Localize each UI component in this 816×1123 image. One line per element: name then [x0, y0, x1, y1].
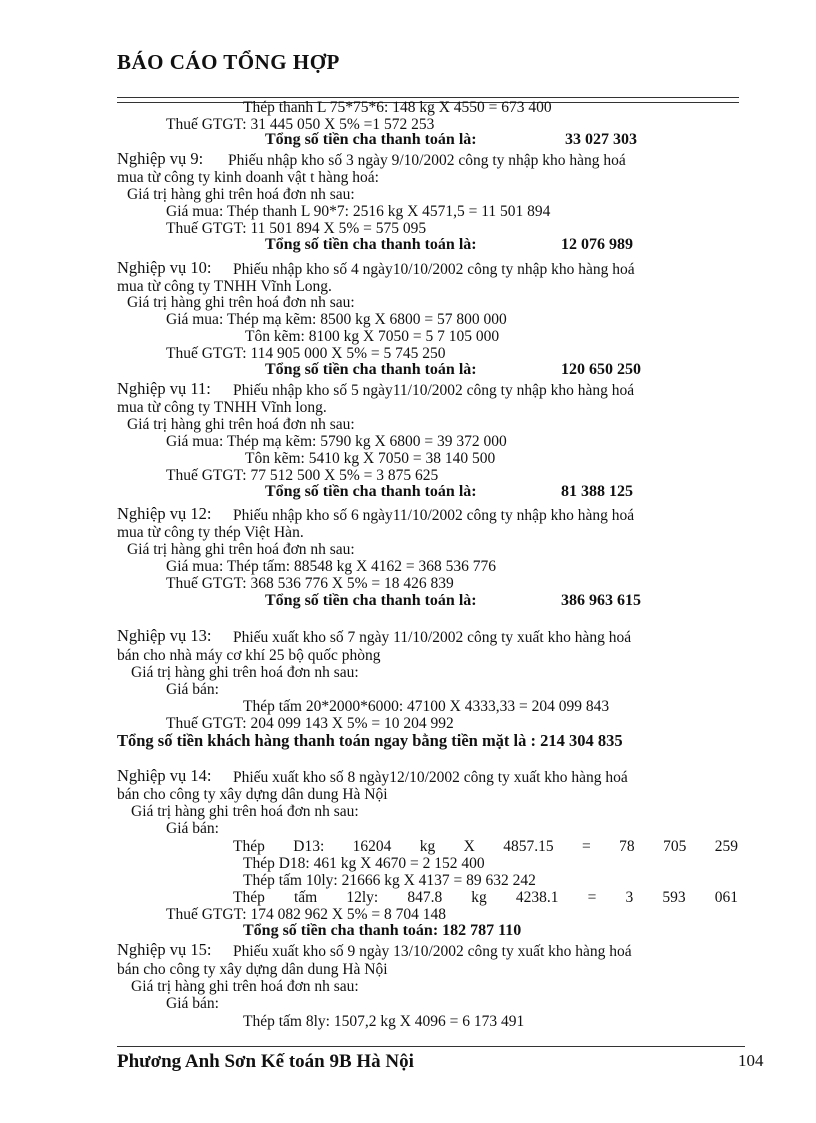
word: 3 [625, 889, 634, 906]
footer-author: Phương Anh Sơn Kế toán 9B Hà Nội [117, 1051, 414, 1072]
item-line: Thép thanh L 75*75*6: 148 kg X 4550 = 673 400 [243, 99, 552, 116]
vat-line: Thuế GTGT: 114 905 000 X 5% = 5 745 250 [166, 345, 446, 362]
section-desc: Phiếu xuất kho số 9 ngày 13/10/2002 công ty xuất kho hàng hoá [233, 943, 632, 960]
sell-label: Giá bán: [166, 820, 219, 837]
total-value: 33 027 303 [565, 131, 637, 148]
total-line: Tổng số tiền cha thanh toán: 182 787 110 [243, 922, 522, 939]
word: Thép [233, 838, 265, 855]
word: 16204 [352, 838, 392, 855]
word: tấm [293, 889, 318, 906]
section-desc: Phiếu nhập kho số 3 ngày 9/10/2002 công ty nhập kho hàng hoá [228, 152, 626, 169]
vat-line: Thuế GTGT: 11 501 894 X 5% = 575 095 [166, 220, 427, 237]
word: 4857.15 [503, 838, 554, 855]
word: 847.8 [407, 889, 443, 906]
section-desc: Phiếu nhập kho số 6 ngày11/10/2002 công ty nhập kho hàng hoá [233, 507, 635, 524]
section-desc: bán cho công ty xây dựng dân dung Hà Nội [117, 786, 388, 803]
total-value: 386 963 615 [561, 592, 641, 609]
word: = [582, 838, 591, 855]
item-line-justified [233, 889, 738, 906]
item-line: Thép tấm 20*2000*6000: 47100 X 4333,33 = 204 099 843 [243, 698, 610, 715]
section-desc: mua từ công ty TNHH Vĩnh long. [117, 399, 327, 416]
item-line: Giá mua: Thép tấm: 88548 kg X 4162 = 368 536 776 [166, 558, 497, 575]
item-line: Thép tấm 10ly: 21666 kg X 4137 = 89 632 242 [243, 872, 536, 889]
section-heading: Nghiệp vụ 12: [117, 504, 212, 523]
sell-label: Giá bán: [166, 995, 219, 1012]
section-desc: mua từ công ty kinh doanh vật t hàng hoá: [117, 169, 379, 186]
word: 593 [662, 889, 686, 906]
section-desc: Phiếu xuất kho số 7 ngày 11/10/2002 công ty xuất kho hàng hoá [233, 629, 632, 646]
vat-line: Thuế GTGT: 174 082 962 X 5% = 8 704 148 [166, 906, 447, 923]
section-desc: Phiếu nhập kho số 5 ngày11/10/2002 công ty nhập kho hàng hoá [233, 382, 635, 399]
section-desc: mua từ công ty thép Việt Hàn. [117, 524, 304, 541]
total-label: Tổng số tiền cha thanh toán là: [265, 483, 477, 500]
section-desc: bán cho nhà máy cơ khí 25 bộ quốc phòng [117, 647, 381, 664]
item-line-justified [233, 838, 738, 855]
total-label: Tổng số tiền cha thanh toán là: [265, 236, 477, 253]
word: D13: [293, 838, 325, 855]
item-line: Thép D18: 461 kg X 4670 = 2 152 400 [243, 855, 485, 872]
word: X [463, 838, 475, 855]
value-intro: Giá trị hàng ghi trên hoá đơn nh sau: [131, 664, 359, 681]
total-label: Tổng số tiền cha thanh toán là: [265, 361, 477, 378]
section-heading: Nghiệp vụ 11: [117, 379, 211, 398]
value-intro: Giá trị hàng ghi trên hoá đơn nh sau: [127, 416, 355, 433]
total-label: Tổng số tiền cha thanh toán là: [265, 131, 477, 148]
section-heading: Nghiệp vụ 9: [117, 149, 204, 168]
item-line: Giá mua: Thép thanh L 90*7: 2516 kg X 4571,5 = 11 501 894 [166, 203, 551, 220]
total-value: 81 388 125 [561, 483, 633, 500]
item-line: Giá mua: Thép mạ kẽm: 8500 kg X 6800 = 57 800 000 [166, 311, 507, 328]
vat-line: Thuế GTGT: 31 445 050 X 5% =1 572 253 [166, 116, 435, 133]
item-line: Tôn kẽm: 5410 kg X 7050 = 38 140 500 [245, 450, 496, 467]
value-intro: Giá trị hàng ghi trên hoá đơn nh sau: [131, 978, 359, 995]
section-heading: Nghiệp vụ 13: [117, 626, 212, 645]
section-desc: Phiếu nhập kho số 4 ngày10/10/2002 công ty nhập kho hàng hoá [233, 261, 635, 278]
vat-line: Thuế GTGT: 204 099 143 X 5% = 10 204 992 [166, 715, 454, 732]
word: kg [419, 838, 436, 855]
item-line: Giá mua: Thép mạ kẽm: 5790 kg X 6800 = 39 372 000 [166, 433, 507, 450]
value-intro: Giá trị hàng ghi trên hoá đơn nh sau: [127, 541, 355, 558]
word: 061 [714, 889, 738, 906]
word: 705 [663, 838, 687, 855]
word: 4238.1 [515, 889, 559, 906]
item-line: Thép tấm 8ly: 1507,2 kg X 4096 = 6 173 491 [243, 1013, 525, 1030]
vat-line: Thuế GTGT: 368 536 776 X 5% = 18 426 839 [166, 575, 454, 592]
word: Thép [233, 889, 265, 906]
footer-rule [117, 1046, 745, 1047]
page-number: 104 [738, 1051, 764, 1070]
section-heading: Nghiệp vụ 14: [117, 766, 212, 785]
total-line: Tổng số tiền khách hàng thanh toán ngay bằng tiền mặt là : 214 304 835 [117, 731, 623, 750]
word: 12ly: [346, 889, 379, 906]
item-line: Tôn kẽm: 8100 kg X 7050 = 5 7 105 000 [245, 328, 500, 345]
value-intro: Giá trị hàng ghi trên hoá đơn nh sau: [127, 186, 355, 203]
word: = [587, 889, 597, 906]
header-title: BÁO CÁO TỔNG HỢP [117, 50, 340, 74]
total-value: 120 650 250 [561, 361, 641, 378]
section-desc: bán cho công ty xây dựng dân dung Hà Nội [117, 961, 388, 978]
word: 259 [714, 838, 738, 855]
section-desc: mua từ công ty TNHH Vĩnh Long. [117, 278, 332, 295]
total-value: 12 076 989 [561, 236, 633, 253]
section-heading: Nghiệp vụ 15: [117, 940, 212, 959]
value-intro: Giá trị hàng ghi trên hoá đơn nh sau: [131, 803, 359, 820]
word: 78 [619, 838, 635, 855]
section-heading: Nghiệp vụ 10: [117, 258, 212, 277]
value-intro: Giá trị hàng ghi trên hoá đơn nh sau: [127, 294, 355, 311]
section-desc: Phiếu xuất kho số 8 ngày12/10/2002 công ty xuất kho hàng hoá [233, 769, 628, 786]
sell-label: Giá bán: [166, 681, 219, 698]
total-label: Tổng số tiền cha thanh toán là: [265, 592, 477, 609]
word: kg [471, 889, 487, 906]
vat-line: Thuế GTGT: 77 512 500 X 5% = 3 875 625 [166, 467, 439, 484]
